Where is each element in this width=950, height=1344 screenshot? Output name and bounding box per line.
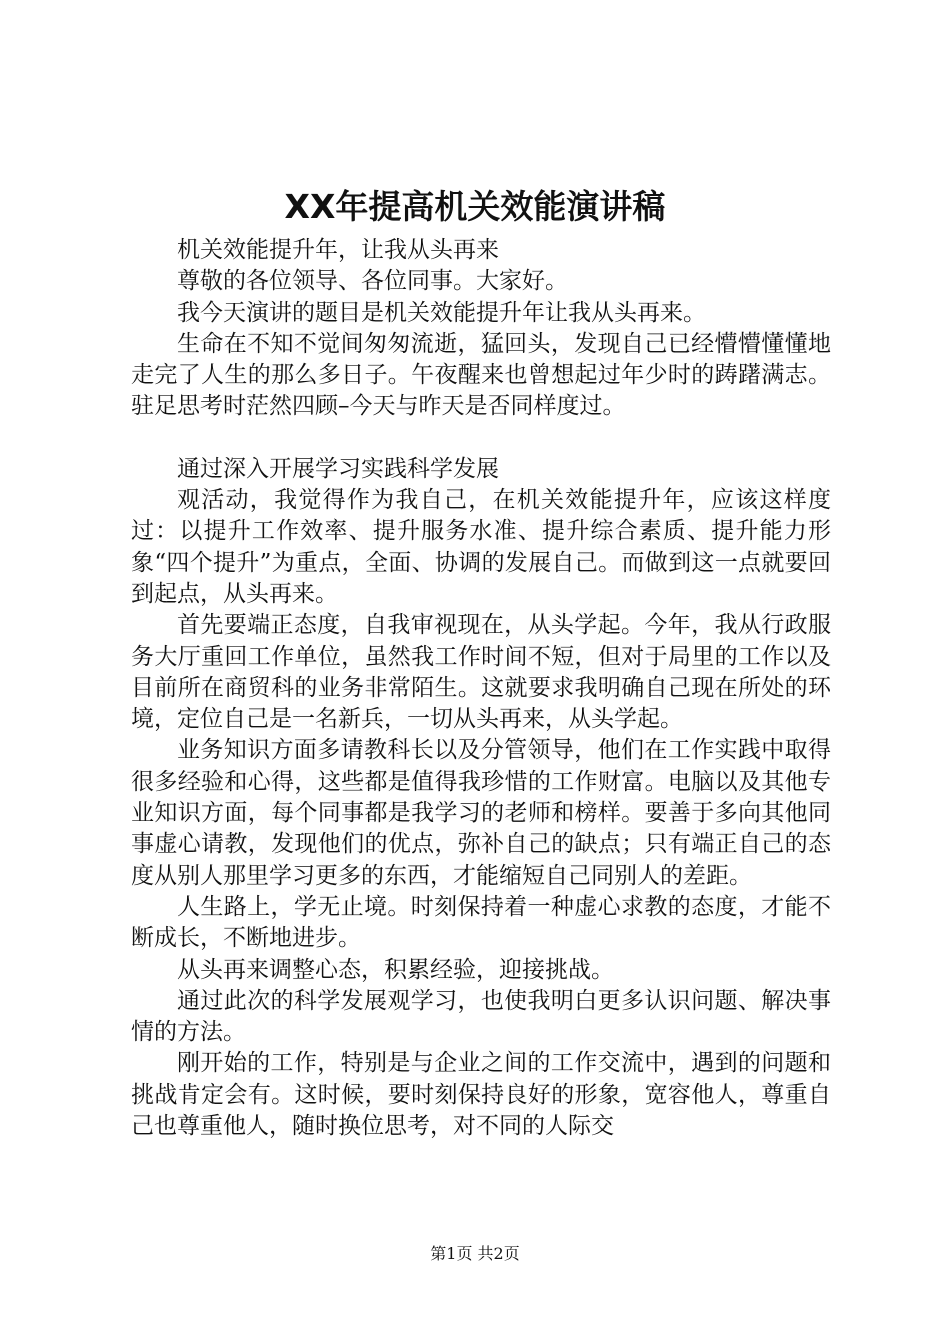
- document-title: XX年提高机关效能演讲稿: [284, 187, 666, 226]
- paragraph: 从头再来调整心态，积累经验，迎接挑战。: [177, 956, 614, 983]
- document-body: [131, 235, 831, 1142]
- page-number-footer: 第1页 共2页: [430, 1244, 520, 1263]
- paragraph: 观活动，我觉得作为我自己，在机关效能提升年，应该这样度过：以提升工作效率、提升服务水准、提升综合素质、提升能力形象“四个提升”为重点，全面、协调的发展自己。而做到这一点就要回到起点，从头再来。: [131, 487, 831, 607]
- paragraph: 尊敬的各位领导、各位同事。大家好。: [177, 268, 568, 295]
- paragraph: 我今天演讲的题目是机关效能提升年让我从头再来。: [177, 299, 706, 326]
- paragraph: 通过此次的科学发展观学习，也使我明白更多认识问题、解决事情的方法。: [131, 987, 831, 1046]
- paragraph: 业务知识方面多请教科长以及分管领导，他们在工作实践中取得很多经验和心得，这些都是值得我珍惜的工作财富。电脑以及其他专业知识方面，每个同事都是我学习的老师和榜样。要善于多向其他同事虚心请教，发现他们的优点，弥补自己的缺点；只有端正自己的态度从别人那里学习更多的东西，才能缩短自己同别人的差距。: [131, 737, 831, 889]
- paragraph: 人生路上，学无止境。时刻保持着一种虚心求教的态度，才能不断成长，不断地进步。: [131, 893, 831, 952]
- paragraph: 机关效能提升年，让我从头再来: [177, 237, 499, 263]
- paragraph: 通过深入开展学习实践科学发展: [177, 455, 499, 482]
- paragraph: 生命在不知不觉间匆匆流逝，猛回头，发现自己已经懵懵懂懂地走完了人生的那么多日子。午夜醒来也曾想起过年少时的踌躇满志。驻足思考时茫然四顾–今天与昨天是否同样度过。: [131, 330, 831, 420]
- paragraph: 首先要端正态度，自我审视现在，从头学起。今年，我从行政服务大厅重回工作单位，虽然我工作时间不短，但对于局里的工作以及目前所在商贸科的业务非常陌生。这就要求我明确自己现在所处的环境，定位自己是一名新兵，一切从头再来，从头学起。: [131, 612, 831, 733]
- paragraph: 刚开始的工作，特别是与企业之间的工作交流中，遇到的问题和挑战肯定会有。这时候，要时刻保持良好的形象，宽容他人，尊重自己也尊重他人，随时换位思考，对不同的人际交: [131, 1050, 831, 1140]
